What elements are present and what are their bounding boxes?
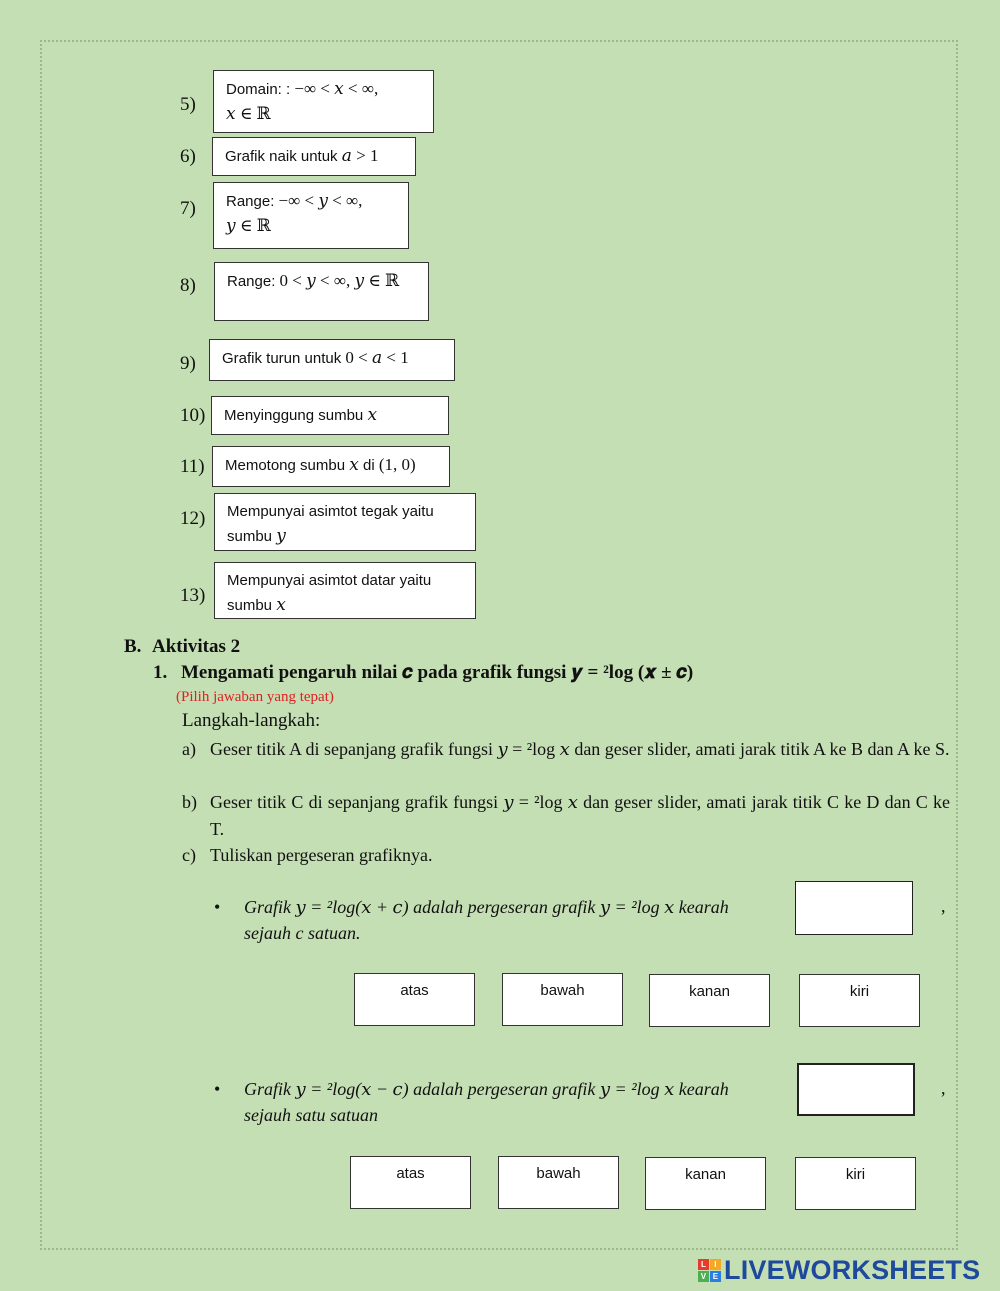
activity-label: 1. [153, 662, 168, 683]
step-label: c) [182, 845, 196, 865]
card-text: Memotong sumbu [225, 457, 350, 474]
card-math: 𝑥 [367, 405, 378, 424]
step-a [182, 736, 952, 763]
steps-title: Langkah-langkah: [182, 710, 321, 731]
card-text: Grafik naik untuk [225, 148, 342, 165]
card-math: 𝑥 [276, 595, 286, 614]
card-text: Mempunyai asimtot datar yaitu [227, 572, 432, 589]
liveworksheets-logo [698, 1256, 980, 1284]
card-math: 𝑥 [349, 455, 359, 474]
item-number: 13) [180, 585, 206, 606]
card-math: (1, 0) [378, 455, 416, 474]
option-atas-2[interactable]: atas [350, 1156, 471, 1209]
section-label: B. [124, 636, 142, 657]
question-text: Grafik 𝑦 = ²log(𝑥 + 𝑐) adalah pergeseran grafik 𝑦 = ²log 𝑥 kearah [244, 897, 729, 917]
option-bawah-1[interactable]: bawah [502, 973, 623, 1026]
answer-card-asimtot-tegak[interactable] [214, 493, 476, 551]
card-math: 𝑦 [276, 526, 286, 545]
answer-drop-zone-2[interactable] [797, 1063, 915, 1116]
comma: , [941, 896, 946, 916]
question-text: Grafik 𝑦 = ²log(𝑥 − 𝑐) adalah pergeseran grafik 𝑦 = ²log 𝑥 kearah [244, 1079, 729, 1099]
option-atas-1[interactable]: atas [354, 973, 475, 1026]
item-number: 11) [180, 456, 205, 477]
answer-card-domain[interactable] [213, 70, 434, 133]
answer-card-menyinggung[interactable] [211, 396, 449, 435]
option-kanan-1[interactable]: kanan [649, 974, 770, 1027]
section-heading [124, 636, 240, 658]
question-text-cont: sejauh c satuan. [244, 923, 361, 943]
card-math: 0 < 𝑦 < ∞, 𝑦 ∈ ℝ [279, 271, 400, 290]
answer-card-range-positive[interactable] [214, 262, 429, 321]
option-kiri-1[interactable]: kiri [799, 974, 920, 1027]
card-text: Menyinggung sumbu [224, 407, 368, 424]
card-math: 𝑦 ∈ ℝ [226, 216, 271, 235]
card-math: 𝑥 ∈ ℝ [226, 104, 271, 123]
step-c [182, 842, 952, 869]
card-math: 0 < 𝑎 < 1 [345, 348, 409, 367]
question-text-cont: sejauh satu satuan [244, 1105, 379, 1125]
item-number: 8) [180, 275, 196, 296]
answer-card-memotong[interactable] [212, 446, 450, 487]
card-text: Mempunyai asimtot tegak yaitu [227, 503, 434, 520]
step-text: Geser titik C di sepanjang grafik fungsi 𝑦 = ²log 𝑥 dan geser slider, amati jarak titik C ke D dan C ke T. [210, 792, 950, 839]
answer-card-asimtot-datar[interactable] [214, 562, 476, 619]
answer-card-range-real[interactable] [213, 182, 409, 249]
option-kanan-2[interactable]: kanan [645, 1157, 766, 1210]
activity-title: Mengamati pengaruh nilai 𝒄 pada grafik fungsi 𝒚 = ²log (𝒙 ± 𝒄) [181, 662, 694, 683]
live-icon-letter: E [710, 1271, 721, 1282]
section-title: Aktivitas 2 [152, 636, 241, 657]
item-number: 7) [180, 198, 196, 219]
item-number: 12) [180, 508, 206, 529]
live-icon-letter: I [710, 1259, 721, 1270]
bullet-icon: • [214, 1079, 221, 1099]
live-icon [698, 1259, 721, 1282]
card-text: Range: [227, 273, 280, 290]
live-icon-letter: V [698, 1271, 709, 1282]
card-text: Domain: : [226, 81, 295, 98]
brand-name: LIVEWORKSHEETS [724, 1254, 981, 1285]
answer-card-grafik-naik[interactable] [212, 137, 416, 176]
card-text: sumbu [227, 528, 277, 545]
comma: , [941, 1078, 946, 1098]
instruction-text: (Pilih jawaban yang tepat) [176, 689, 334, 705]
card-text: Grafik turun untuk [222, 350, 346, 367]
step-label: a) [182, 739, 196, 759]
step-label: b) [182, 792, 197, 812]
card-math: −∞ < 𝑦 < ∞, [278, 191, 363, 210]
bullet-icon: • [214, 897, 221, 917]
answer-drop-zone-1[interactable] [795, 881, 913, 935]
activity-heading [153, 662, 693, 684]
card-math: 𝑎 > 1 [341, 146, 379, 165]
item-number: 10) [180, 405, 206, 426]
step-text: Geser titik A di sepanjang grafik fungsi 𝑦 = ²log 𝑥 dan geser slider, amati jarak titik A ke B dan A ke S. [210, 739, 950, 759]
step-text: Tuliskan pergeseran grafiknya. [210, 845, 433, 865]
answer-card-grafik-turun[interactable] [209, 339, 455, 381]
option-kiri-2[interactable]: kiri [795, 1157, 916, 1210]
item-number: 5) [180, 94, 196, 115]
card-text: Range: [226, 193, 279, 210]
item-number: 9) [180, 353, 196, 374]
step-b [182, 789, 952, 839]
card-math: −∞ < 𝑥 < ∞, [294, 79, 379, 98]
item-number: 6) [180, 146, 196, 167]
option-bawah-2[interactable]: bawah [498, 1156, 619, 1209]
card-text: di [358, 457, 379, 474]
card-text: sumbu [227, 597, 277, 614]
live-icon-letter: L [698, 1259, 709, 1270]
